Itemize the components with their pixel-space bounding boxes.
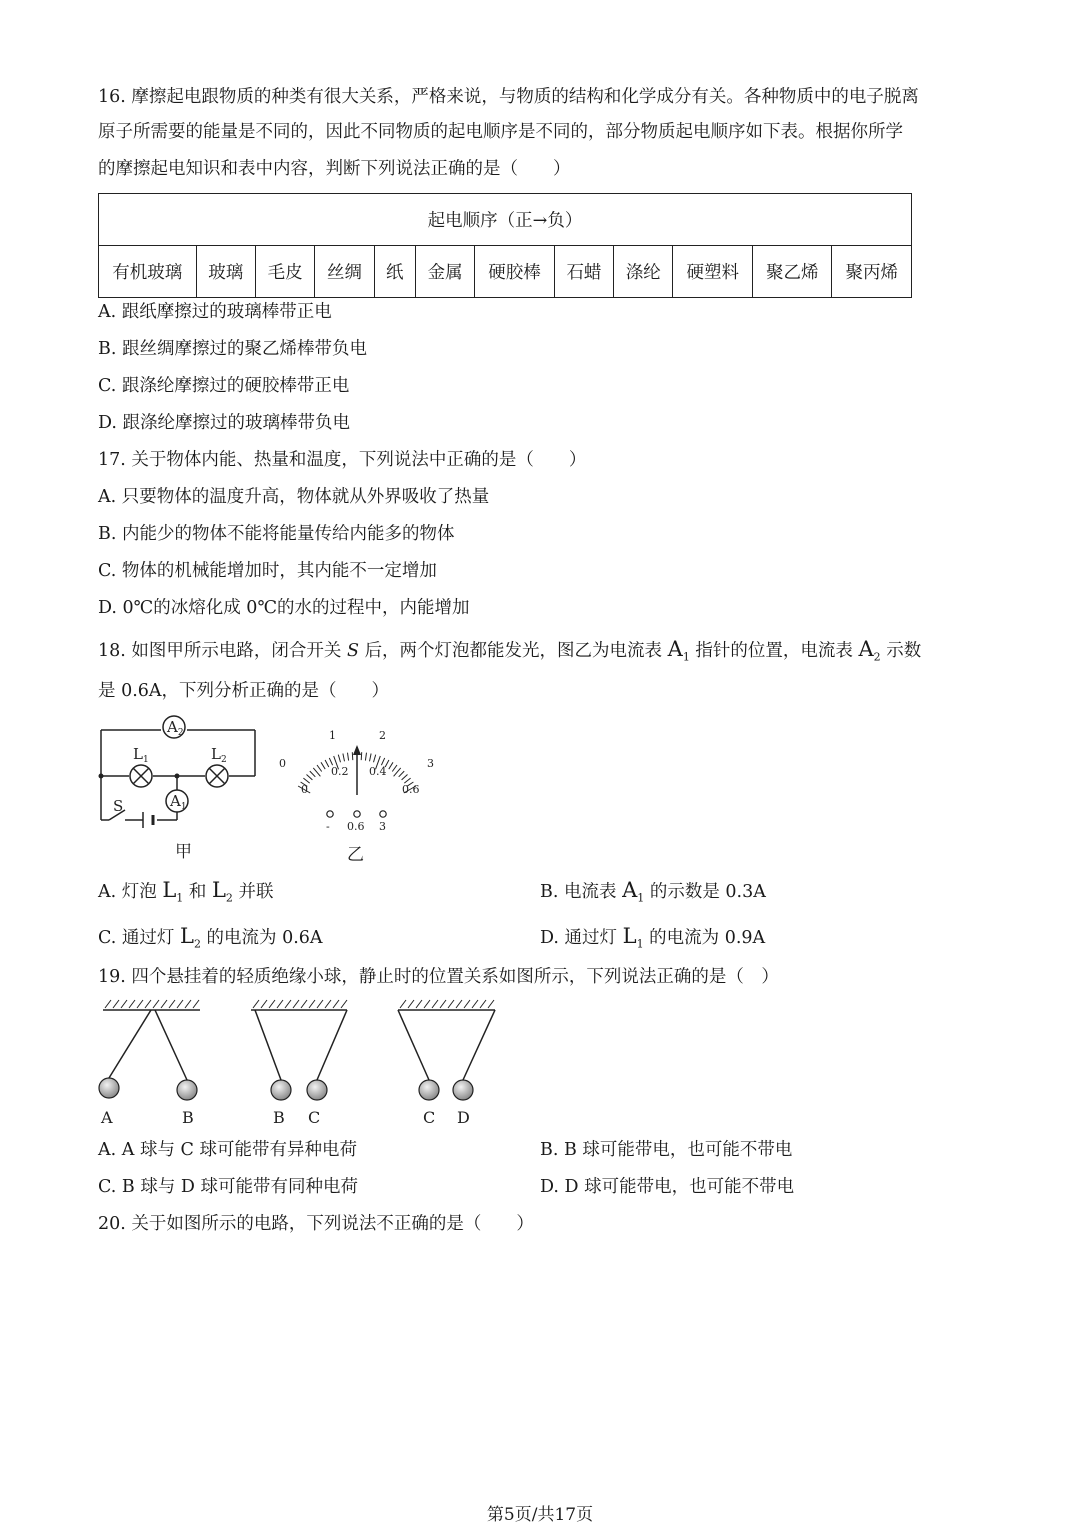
dial-bottom-label: 0.2 bbox=[331, 765, 349, 778]
terminal-label: 0.6 bbox=[347, 820, 365, 833]
dial-tick bbox=[370, 754, 372, 762]
q18-option-c bbox=[98, 924, 323, 957]
option-text: A. 灯泡 bbox=[98, 882, 157, 902]
dial-top-label: 0 bbox=[279, 757, 286, 770]
q18-option-b bbox=[540, 878, 766, 911]
ammeter-a2-label: A bbox=[167, 718, 178, 736]
table-header: 起电顺序（正→负） bbox=[99, 194, 912, 246]
dial-tick bbox=[361, 752, 362, 760]
switch-label: S bbox=[113, 797, 124, 815]
ceiling-hatch bbox=[105, 1000, 494, 1008]
dial-tick bbox=[402, 775, 408, 780]
ball-label: C bbox=[423, 1108, 436, 1127]
q18-stem-part2: 后，两个灯泡都能发光，图乙为电流表 bbox=[364, 641, 663, 661]
subscript: 2 bbox=[225, 891, 233, 905]
svg-text:A1 bbox=[169, 792, 187, 812]
dial-tick bbox=[313, 768, 320, 776]
ball-c bbox=[419, 1080, 439, 1100]
svg-text:L1 bbox=[133, 745, 149, 765]
dial-tick bbox=[321, 762, 325, 769]
option-text: D. 通过灯 bbox=[540, 928, 618, 948]
lamp-symbol: L bbox=[179, 924, 194, 948]
q16-stem-line3: 的摩擦起电知识和表中内容，判断下列说法正确的是（ ） bbox=[98, 159, 571, 179]
q20-stem: 20. 关于如图所示的电路，下列说法不正确的是（ ） bbox=[98, 1214, 534, 1234]
page-footer: 第5页/共17页 bbox=[486, 1505, 594, 1525]
dial-tick bbox=[317, 765, 322, 772]
ball-a bbox=[99, 1078, 119, 1098]
dial-tick bbox=[348, 753, 349, 761]
dial-tick bbox=[394, 768, 401, 776]
figure-label-yi: 乙 bbox=[347, 845, 364, 865]
table-cell: 聚丙烯 bbox=[832, 246, 912, 298]
dial-tick bbox=[325, 760, 329, 767]
terminal-label: 3 bbox=[379, 820, 386, 833]
q16-option-b: B. 跟丝绸摩擦过的聚乙烯棒带负电 bbox=[98, 339, 367, 359]
table-cell: 石蜡 bbox=[554, 246, 613, 298]
q18-stem-part3: 指针的位置，电流表 bbox=[695, 641, 853, 661]
q17-stem: 17. 关于物体内能、热量和温度，下列说法中正确的是（ ） bbox=[98, 450, 587, 470]
option-text: B. 电流表 bbox=[540, 882, 617, 902]
dial-tick bbox=[310, 771, 316, 777]
dial-top-label: 1 bbox=[329, 729, 336, 742]
subscript: 1 bbox=[142, 755, 149, 765]
svg-text:L2 bbox=[211, 745, 227, 765]
option-text: C. 通过灯 bbox=[98, 928, 175, 948]
q17-option-a: A. 只要物体的温度升高，物体就从外界吸收了热量 bbox=[98, 487, 490, 507]
subscript: 1 bbox=[637, 891, 645, 905]
table-cell: 玻璃 bbox=[196, 246, 255, 298]
lamp-symbol: L bbox=[162, 878, 177, 902]
q19-option-d: D. D 球可能带电，也可能不带电 bbox=[540, 1177, 795, 1197]
subscript: 1 bbox=[180, 802, 187, 812]
ball-label: C bbox=[308, 1108, 321, 1127]
dial-tick bbox=[365, 753, 366, 761]
table-cell: 聚乙烯 bbox=[752, 246, 831, 298]
q19-option-a: A. A 球与 C 球可能带有异种电荷 bbox=[98, 1140, 357, 1160]
lamp-symbol: L bbox=[211, 878, 226, 902]
table-cell: 涤纶 bbox=[614, 246, 673, 298]
option-text: 并联 bbox=[238, 882, 274, 902]
suspended-balls-diagram bbox=[95, 998, 515, 1128]
q16-option-d: D. 跟涤纶摩擦过的玻璃棒带负电 bbox=[98, 413, 351, 433]
q18-option-a bbox=[98, 878, 273, 911]
circuit-diagram-jia bbox=[95, 712, 265, 862]
table-cell: 有机玻璃 bbox=[99, 246, 197, 298]
subscript: 2 bbox=[177, 728, 184, 738]
subscript: 1 bbox=[176, 891, 184, 905]
option-text: 的示数是 0.3A bbox=[649, 882, 766, 902]
subscript: 1 bbox=[682, 650, 690, 664]
q18-stem-line2: 是 0.6A，下列分析正确的是（ ） bbox=[98, 681, 390, 701]
dial-tick bbox=[343, 754, 345, 762]
subscript: 2 bbox=[873, 650, 881, 664]
charge-order-table bbox=[98, 193, 912, 298]
dial-bottom-label: 0.4 bbox=[369, 765, 387, 778]
dial-tick bbox=[352, 752, 353, 760]
q17-option-b: B. 内能少的物体不能将能量传给内能多的物体 bbox=[98, 524, 455, 544]
dial-bottom-label: 0 bbox=[301, 783, 308, 796]
dial-top-label: 3 bbox=[427, 757, 434, 770]
table-cell: 毛皮 bbox=[255, 246, 314, 298]
option-text: 的电流为 0.6A bbox=[206, 928, 323, 948]
q17-option-c: C. 物体的机械能增加时，其内能不一定增加 bbox=[98, 561, 437, 581]
q16-stem-line2: 原子所需要的能量是不同的，因此不同物质的起电顺序是不同的，部分物质起电顺序如下表。根据你所学 bbox=[98, 122, 903, 142]
q19-option-b: B. B 球可能带电，也可能不带电 bbox=[540, 1140, 793, 1160]
ball-b bbox=[271, 1080, 291, 1100]
ammeter-a2-symbol: A bbox=[858, 637, 874, 661]
dial-tick bbox=[374, 755, 376, 763]
q16-stem-line1: 16. 摩擦起电跟物质的种类有很大关系，严格来说，与物质的结构和化学成分有关。各种物质中的电子脱离 bbox=[98, 87, 919, 107]
q18-stem-line1 bbox=[98, 637, 921, 670]
dial-tick bbox=[307, 775, 313, 780]
ball-label: B bbox=[273, 1108, 285, 1127]
q18-option-d bbox=[540, 924, 765, 957]
svg-text:A2 bbox=[166, 718, 184, 738]
q19-option-c: C. B 球与 D 球可能带有同种电荷 bbox=[98, 1177, 358, 1197]
table-cell: 金属 bbox=[415, 246, 474, 298]
ball-b bbox=[177, 1080, 197, 1100]
ball-d bbox=[453, 1080, 473, 1100]
table-cell: 丝绸 bbox=[315, 246, 374, 298]
table-cell: 纸 bbox=[374, 246, 415, 298]
dial-tick bbox=[338, 755, 340, 763]
lamp-symbol: L bbox=[622, 924, 637, 948]
ammeter-symbol: A bbox=[622, 878, 638, 902]
table-cell: 硬塑料 bbox=[673, 246, 752, 298]
ball-label: D bbox=[457, 1108, 470, 1127]
ammeter-a1-symbol: A bbox=[667, 637, 683, 661]
ball-label: B bbox=[182, 1108, 194, 1127]
option-text: 的电流为 0.9A bbox=[649, 928, 766, 948]
terminal-label: - bbox=[326, 820, 330, 833]
q18-stem-part1: 18. 如图甲所示电路，闭合开关 bbox=[98, 641, 342, 661]
lamp-l2-label: L bbox=[211, 745, 221, 763]
dial-bottom-label: 0.6 bbox=[402, 783, 420, 796]
dial-top-label: 2 bbox=[379, 729, 386, 742]
q16-option-c: C. 跟涤纶摩擦过的硬胶棒带正电 bbox=[98, 376, 350, 396]
q17-option-d: D. 0℃的冰熔化成 0℃的水的过程中，内能增加 bbox=[98, 598, 470, 618]
figure-label-jia: 甲 bbox=[175, 842, 192, 862]
option-text: 和 bbox=[188, 882, 207, 902]
switch-symbol: S bbox=[346, 641, 359, 661]
ball-c bbox=[307, 1080, 327, 1100]
q19-stem: 19. 四个悬挂着的轻质绝缘小球，静止时的位置关系如图所示，下列说法正确的是（ ） bbox=[98, 967, 779, 987]
subscript: 2 bbox=[220, 755, 227, 765]
dial-tick bbox=[399, 771, 405, 777]
q18-stem-part4: 示数 bbox=[886, 641, 922, 661]
ammeter-dial-yi bbox=[275, 725, 445, 865]
q16-option-a: A. 跟纸摩擦过的玻璃棒带正电 bbox=[98, 302, 332, 322]
ball-label: A bbox=[101, 1108, 113, 1127]
ammeter-a1-label: A bbox=[170, 792, 181, 810]
dial-tick bbox=[392, 765, 397, 772]
subscript: 2 bbox=[193, 937, 201, 951]
table-cell: 硬胶棒 bbox=[475, 246, 554, 298]
subscript: 1 bbox=[636, 937, 644, 951]
lamp-l1-label: L bbox=[133, 745, 143, 763]
dial-tick bbox=[389, 762, 393, 769]
